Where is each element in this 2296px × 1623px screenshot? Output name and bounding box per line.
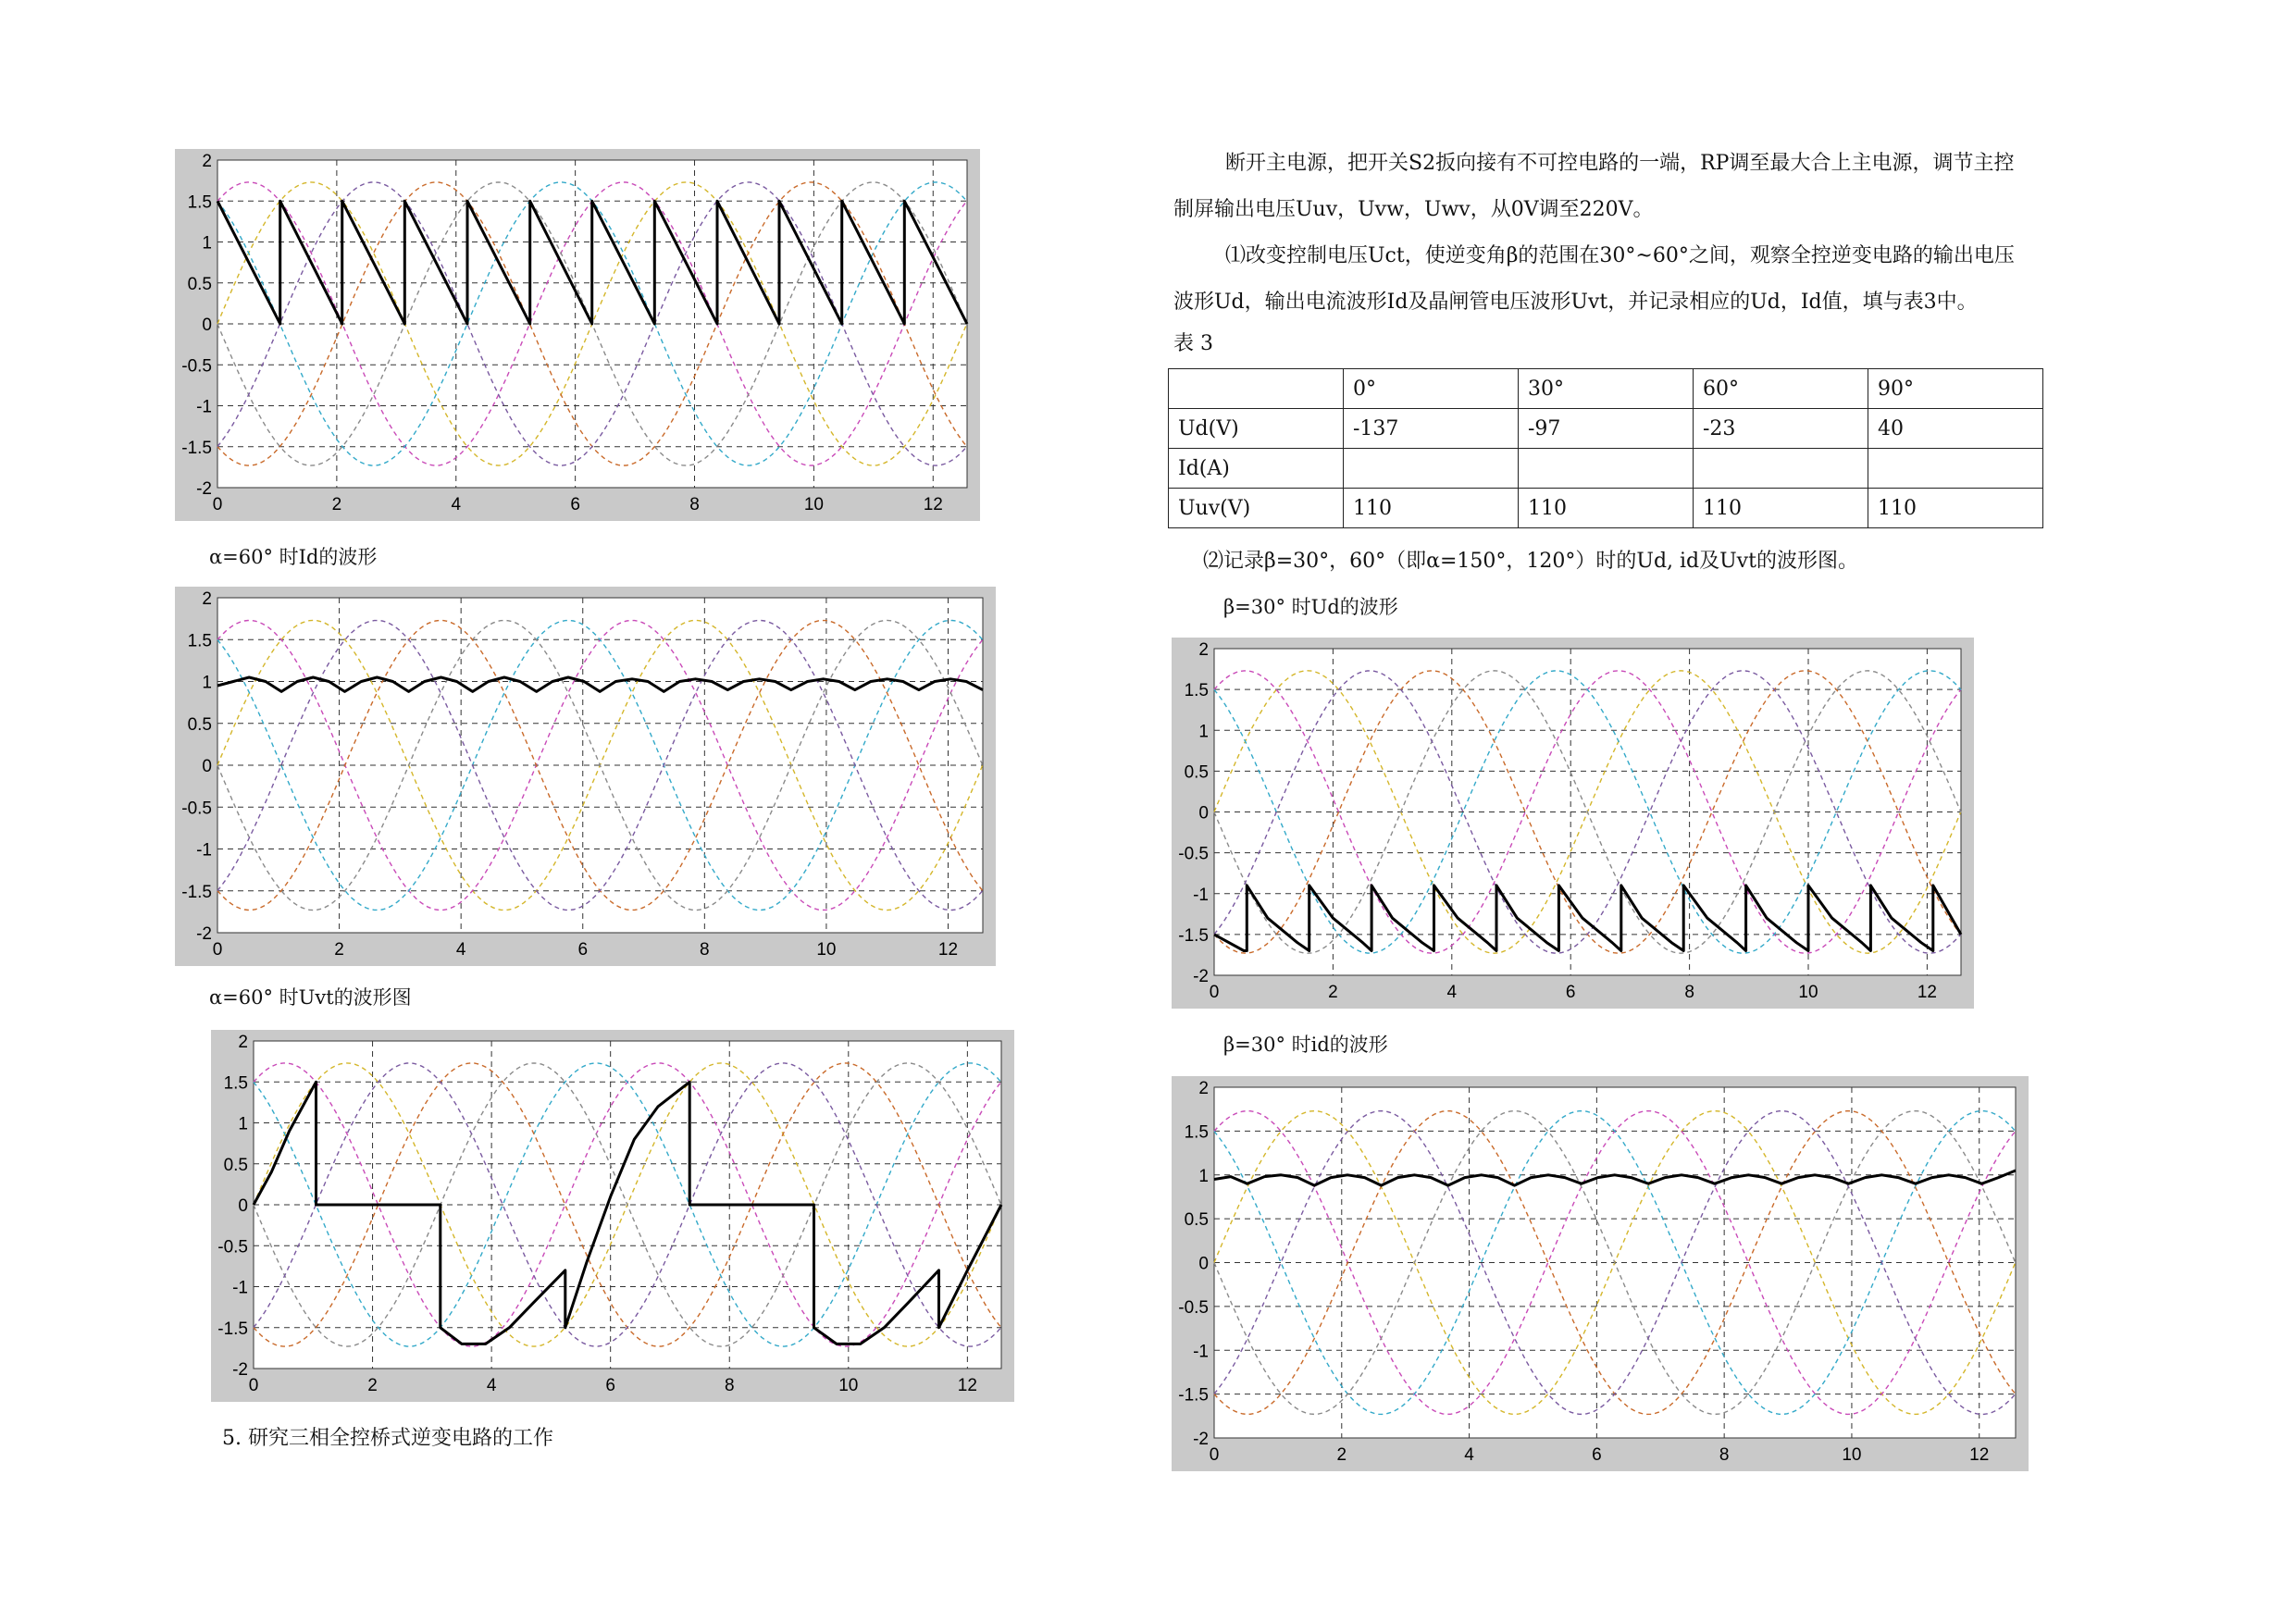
table-label: 表 3: [1173, 332, 1213, 355]
table-cell: 0°: [1344, 369, 1519, 409]
table-cell: [1169, 369, 1344, 409]
caption-alpha60-id: α=60° 时Id的波形: [209, 546, 378, 568]
x-tick-label: 12: [1969, 1445, 1990, 1465]
x-tick-label: 4: [455, 940, 466, 960]
paragraph-2-line-1: ⑴改变控制电压Uct，使逆变角β的范围在30°~60°之间，观察全控逆变电路的输出电压: [1225, 244, 2015, 267]
paragraph-2-line-2: 波形Ud，输出电流波形Id及晶闸管电压波形Uvt，并记录相应的Ud，Id值，填与表3中。: [1173, 291, 1978, 314]
x-tick-label: 12: [1917, 983, 1937, 1002]
x-tick-label: 12: [957, 1376, 977, 1395]
x-tick-label: 8: [700, 940, 710, 960]
x-tick-label: 2: [1336, 1445, 1347, 1465]
x-tick-label: 2: [367, 1376, 378, 1395]
table-cell: 60°: [1694, 369, 1868, 409]
x-tick-label: 8: [724, 1376, 735, 1395]
y-tick-label: 1.5: [187, 631, 212, 651]
plot-beta30-id: [1172, 1076, 2029, 1471]
x-tick-label: 4: [486, 1376, 497, 1395]
x-tick-label: 6: [1565, 983, 1576, 1002]
x-tick-label: 4: [1446, 983, 1458, 1002]
y-tick-label: 2: [1198, 1079, 1209, 1098]
y-tick-label: 0: [202, 316, 212, 335]
x-tick-label: 10: [1842, 1445, 1862, 1465]
y-tick-label: 2: [1198, 640, 1209, 660]
x-tick-label: 8: [1684, 983, 1694, 1002]
x-tick-label: 6: [605, 1376, 615, 1395]
y-tick-label: 0.5: [1184, 762, 1209, 783]
y-tick-label: -0.5: [1178, 1297, 1209, 1318]
table-cell: 110: [1868, 489, 2043, 528]
y-tick-label: 0: [1198, 803, 1209, 824]
x-tick-label: 10: [803, 495, 824, 514]
table-cell: [1694, 449, 1868, 489]
x-tick-label: 10: [838, 1376, 859, 1395]
y-tick-label: 0.5: [187, 274, 212, 294]
table-cell: 110: [1344, 489, 1519, 528]
y-tick-label: -1: [232, 1278, 248, 1298]
caption-alpha60-uvt: α=60° 时Uvt的波形图: [209, 986, 412, 1009]
table-cell: [1344, 449, 1519, 489]
y-tick-label: -1.5: [217, 1319, 248, 1339]
y-tick-label: -1.5: [181, 438, 212, 458]
table-cell: 90°: [1868, 369, 2043, 409]
section5-heading: 5. 研究三相全控桥式逆变电路的工作: [222, 1427, 553, 1450]
y-tick-label: -1: [1193, 885, 1209, 905]
table-3: [1168, 368, 2043, 528]
x-tick-label: 2: [1328, 983, 1338, 1002]
x-tick-label: 6: [570, 495, 580, 514]
table-cell: 30°: [1519, 369, 1694, 409]
y-tick-label: 1: [1198, 722, 1209, 742]
y-tick-label: -1.5: [1178, 925, 1209, 946]
x-tick-label: 6: [1592, 1445, 1602, 1465]
chart-alpha60-third: [211, 1030, 1014, 1402]
table-header-row: [1169, 369, 2043, 409]
y-tick-label: -2: [196, 924, 212, 944]
y-tick-label: 1.5: [223, 1073, 248, 1094]
y-tick-label: -2: [1193, 1430, 1209, 1449]
y-tick-label: -1: [196, 840, 212, 861]
x-tick-label: 4: [451, 495, 462, 514]
x-tick-label: 0: [248, 1376, 259, 1395]
table-cell: -23: [1694, 409, 1868, 449]
y-tick-label: -0.5: [217, 1237, 248, 1258]
chart-beta30-id: [1172, 1076, 2029, 1471]
x-tick-label: 0: [212, 940, 223, 960]
y-tick-label: -1: [1193, 1342, 1209, 1362]
plot-beta30-ud: [1172, 638, 1974, 1009]
y-tick-label: -0.5: [181, 356, 212, 377]
x-tick-label: 10: [816, 940, 837, 960]
y-tick-label: 1: [202, 673, 212, 693]
x-tick-label: 6: [577, 940, 589, 960]
y-tick-label: 1: [238, 1114, 248, 1134]
x-tick-label: 12: [937, 940, 959, 960]
table-cell: [1868, 449, 2043, 489]
y-tick-label: 0.5: [187, 714, 212, 735]
y-tick-label: -2: [196, 479, 212, 499]
y-tick-label: -1.5: [1178, 1385, 1209, 1406]
x-tick-label: 0: [1209, 1445, 1220, 1465]
y-tick-label: -1: [196, 397, 212, 417]
table-cell: Ud(V): [1169, 409, 1344, 449]
table-cell: Uuv(V): [1169, 489, 1344, 528]
paragraph-1-line-2: 制屏输出电压Uuv，Uvw，Uwv，从0V调至220V。: [1173, 198, 1654, 221]
x-tick-label: 2: [331, 495, 342, 514]
y-tick-label: -0.5: [181, 799, 212, 819]
x-tick-label: 12: [923, 495, 943, 514]
y-tick-label: 2: [202, 152, 212, 171]
x-tick-label: 10: [1798, 983, 1818, 1002]
x-tick-label: 8: [1719, 1445, 1730, 1465]
paragraph-3: ⑵记录β=30°，60°（即α=150°，120°）时的Ud, id及Uvt的波形图。: [1203, 550, 1858, 573]
y-tick-label: 2: [202, 589, 212, 609]
x-tick-label: 8: [689, 495, 700, 514]
chart-alpha60-uvt: [175, 587, 996, 966]
x-tick-label: 0: [212, 495, 223, 514]
table-cell: 110: [1519, 489, 1694, 528]
y-tick-label: 1.5: [1184, 681, 1209, 701]
y-tick-label: 0: [202, 757, 212, 776]
table-cell: 40: [1868, 409, 2043, 449]
y-tick-label: 0.5: [223, 1155, 248, 1175]
y-tick-label: -0.5: [1178, 844, 1209, 864]
y-tick-label: -2: [1193, 967, 1209, 986]
caption-beta30-ud: β=30° 时Ud的波形: [1223, 596, 1398, 618]
y-tick-label: 1: [202, 233, 212, 254]
table-row: [1169, 449, 2043, 489]
plot-alpha60-uvt: [175, 587, 996, 966]
table-cell: 110: [1694, 489, 1868, 528]
x-tick-label: 2: [334, 940, 344, 960]
caption-beta30-id: β=30° 时id的波形: [1223, 1034, 1388, 1056]
table-cell: -137: [1344, 409, 1519, 449]
y-tick-label: 1: [1198, 1166, 1209, 1186]
y-tick-label: 0: [238, 1196, 248, 1216]
chart-alpha60-id: [175, 149, 980, 521]
paragraph-1-line-1: 断开主电源，把开关S2扳向接有不可控电路的一端，RP调至最大合上主电源，调节主控: [1225, 152, 2015, 175]
y-tick-label: 2: [238, 1033, 248, 1052]
table-cell: Id(A): [1169, 449, 1344, 489]
table-cell: -97: [1519, 409, 1694, 449]
y-tick-label: 0: [1198, 1254, 1209, 1274]
y-tick-label: -1.5: [181, 882, 212, 902]
x-tick-label: 4: [1464, 1445, 1474, 1465]
y-tick-label: -2: [232, 1360, 248, 1380]
table-cell: [1519, 449, 1694, 489]
chart-beta30-ud: [1172, 638, 1974, 1009]
x-tick-label: 0: [1209, 983, 1220, 1002]
plot-alpha60-id: [175, 149, 980, 521]
y-tick-label: 0.5: [1184, 1210, 1209, 1231]
y-tick-label: 1.5: [187, 192, 212, 213]
plot-alpha60-third: [211, 1030, 1014, 1402]
table-row: [1169, 489, 2043, 528]
table-row: [1169, 409, 2043, 449]
y-tick-label: 1.5: [1184, 1122, 1209, 1143]
